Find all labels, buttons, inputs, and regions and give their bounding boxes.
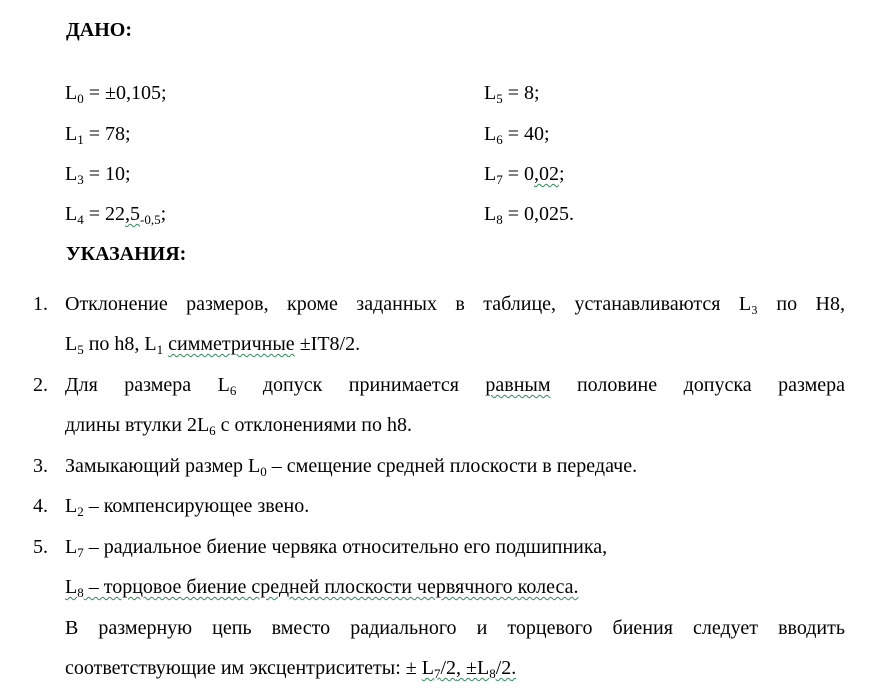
item-3-number: 3.	[33, 455, 48, 477]
item-5-line-3: В размерную цепь вместо радиального и торцевого биения следует вводить	[65, 617, 845, 639]
given-l3: $L_3 = 10$;	[65, 163, 131, 187]
item-2-line-2: длины втулки $2L_6$ с отклонениями по h8.	[65, 414, 412, 438]
item-1-line-1: Отклонение размеров, кроме заданных в таблице, устанавливаются L₃ по H8,	[65, 293, 845, 315]
item-5-line-1: $L_7$ – радиальное биение червяка относительно его подшипника,	[65, 536, 608, 560]
item-2-number: 2.	[33, 374, 48, 396]
given-title: ДАНО:	[66, 19, 132, 41]
given-l6: $L_6 = 40$;	[484, 123, 550, 147]
given-l7: $L_7 = 0,02$;	[484, 163, 565, 187]
item-1-number: 1.	[33, 293, 48, 315]
item-5-line-2: $L_8$ – торцовое биение средней плоскости червячного колеса.	[65, 576, 579, 600]
given-l4: $L_4 = 22,5_{-0,5}$;	[65, 203, 167, 227]
given-l0: $L_0 = \pm 0,105$;	[65, 82, 167, 106]
item-1-line-2: $L_5$ по h8, $L_1$ симметричные ±IT8/2.	[65, 333, 361, 357]
item-4-line-1: $L_2$ – компенсирующее звено.	[65, 495, 310, 519]
item-2-line-1: Для размера $L_6$ допуск принимается равным половине допуска размера	[65, 374, 845, 398]
item-5-number: 5.	[33, 536, 48, 558]
item-3-line-1: Замыкающий размер $L_0$ – смещение средней плоскости в передаче.	[65, 455, 638, 479]
given-l1: $L_1 = 78$;	[65, 123, 131, 147]
item-5-line-4: соответствующие им эксцентриситеты: ± $L_7/2$, $\pm L_8/2$.	[65, 657, 517, 681]
given-l8: $L_8 = 0,025$.	[484, 203, 574, 227]
given-l5: $L_5 = 8$;	[484, 82, 540, 106]
item-4-number: 4.	[33, 495, 48, 517]
instructions-title: УКАЗАНИЯ:	[66, 243, 187, 265]
